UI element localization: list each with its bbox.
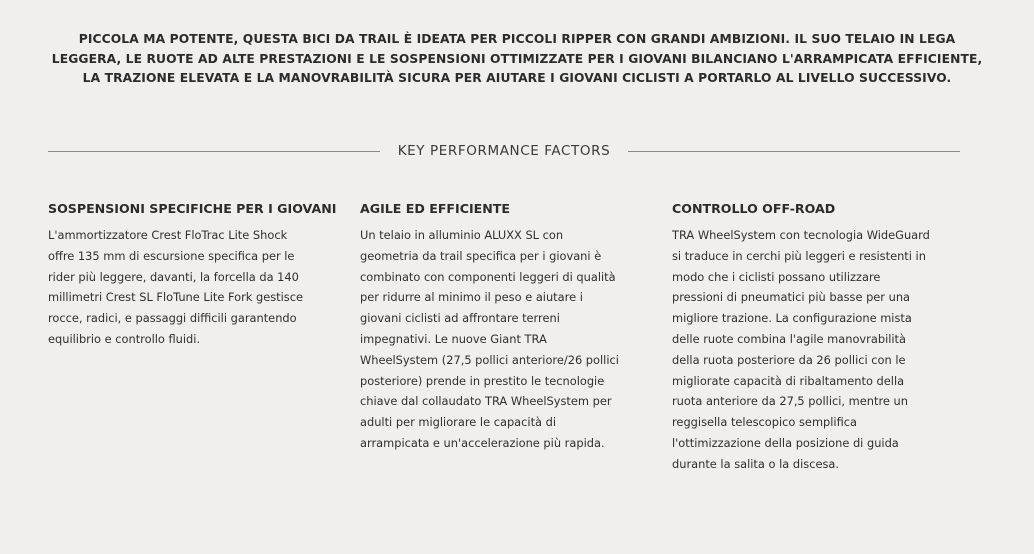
factor-title: SOSPENSIONI SPECIFICHE PER I GIOVANI [48, 201, 337, 216]
text-line: L'ammortizzatore Crest FloTrac Lite Shock [48, 228, 288, 242]
text-line: equilibrio e controllo fluidi. [48, 331, 201, 346]
intro-line: LEGGERA, LE RUOTE AD ALTE PRESTAZIONI E LE SOSPENSIONI OTTIMIZZATE PER I GIOVANI BILANCIANO L'ARRAMPICATA EFFICIENTE, [51, 51, 983, 66]
factor-description [672, 225, 960, 475]
factor-description [360, 225, 648, 454]
text-line: impegnativi. Le nuove Giant TRA [360, 331, 547, 346]
text-line: giovani ciclisti ad affrontare terreni [360, 311, 560, 326]
factor-column-offroad [672, 200, 960, 475]
text-line: rider più leggere, davanti, la forcella da 140 [48, 269, 299, 284]
text-line: chiave dal collaudato TRA WheelSystem per [360, 394, 612, 409]
text-line: migliorate capacità di ribaltamento della [672, 373, 905, 388]
intro-line: LA TRAZIONE ELEVATA E LA MANOVRABILITÀ SICURA PER AIUTARE I GIOVANI CICLISTI A PORTARLO AL LIVELLO SUCCESSIVO. [82, 71, 952, 85]
text-line: ruota anteriore da 27,5 pollici, mentre un [672, 394, 908, 409]
text-line: geometria da trail specifica per i giovani è [360, 248, 602, 263]
divider-line-left [48, 151, 380, 152]
text-line: delle ruote combina l'agile manovrabilità [672, 331, 907, 346]
divider-line-right [628, 151, 960, 152]
text-line: millimetri Crest SL FloTune Lite Fork gestisce [48, 290, 304, 305]
factor-column-agile [360, 200, 648, 454]
intro-text [30, 30, 1004, 89]
intro-line: PICCOLA MA POTENTE, QUESTA BICI DA TRAIL È IDEATA PER PICCOLI RIPPER CON GRANDI AMBIZIONI. IL SUO TELAIO IN LEGA [78, 32, 956, 46]
text-line: offre 135 mm di escursione specifica per le [48, 248, 295, 263]
section-divider [48, 140, 960, 164]
factor-title: CONTROLLO OFF-ROAD [672, 201, 836, 216]
factor-description [48, 225, 336, 350]
text-line: arrampicata e un'accelerazione più rapida. [360, 435, 605, 450]
text-line: della ruota posteriore da 26 pollici con le [672, 352, 906, 367]
text-line: reggisella telescopico semplifica [672, 415, 858, 430]
text-line: Un telaio in alluminio ALUXX SL con [360, 228, 564, 242]
text-line: WheelSystem (27,5 pollici anteriore/26 pollici [360, 352, 619, 367]
text-line: modo che i ciclisti possano utilizzare [672, 269, 881, 284]
factor-title: AGILE ED EFFICIENTE [360, 201, 510, 216]
text-line: adulti per migliorare le capacità di [360, 415, 557, 430]
text-line: per ridurre al minimo il peso e aiutare i [360, 290, 583, 305]
text-line: si traduce in cerchi più leggeri e resistenti in [672, 248, 926, 263]
text-line: pressioni di pneumatici più basse per una [672, 290, 911, 305]
text-line: migliore trazione. La configurazione mista [672, 311, 912, 326]
text-line: durante la salita o la discesa. [672, 456, 839, 471]
text-line: posteriore) prende in prestito le tecnologie [360, 373, 605, 388]
text-line: TRA WheelSystem con tecnologia WideGuard [672, 228, 930, 242]
section-title: KEY PERFORMANCE FACTORS [397, 143, 611, 159]
text-line: l'ottimizzazione della posizione di guida [672, 435, 899, 450]
factor-column-suspension [48, 200, 336, 350]
text-line: combinato con componenti leggeri di qualità [360, 269, 616, 284]
text-line: rocce, radici, e passaggi difficili garantendo [48, 311, 297, 326]
